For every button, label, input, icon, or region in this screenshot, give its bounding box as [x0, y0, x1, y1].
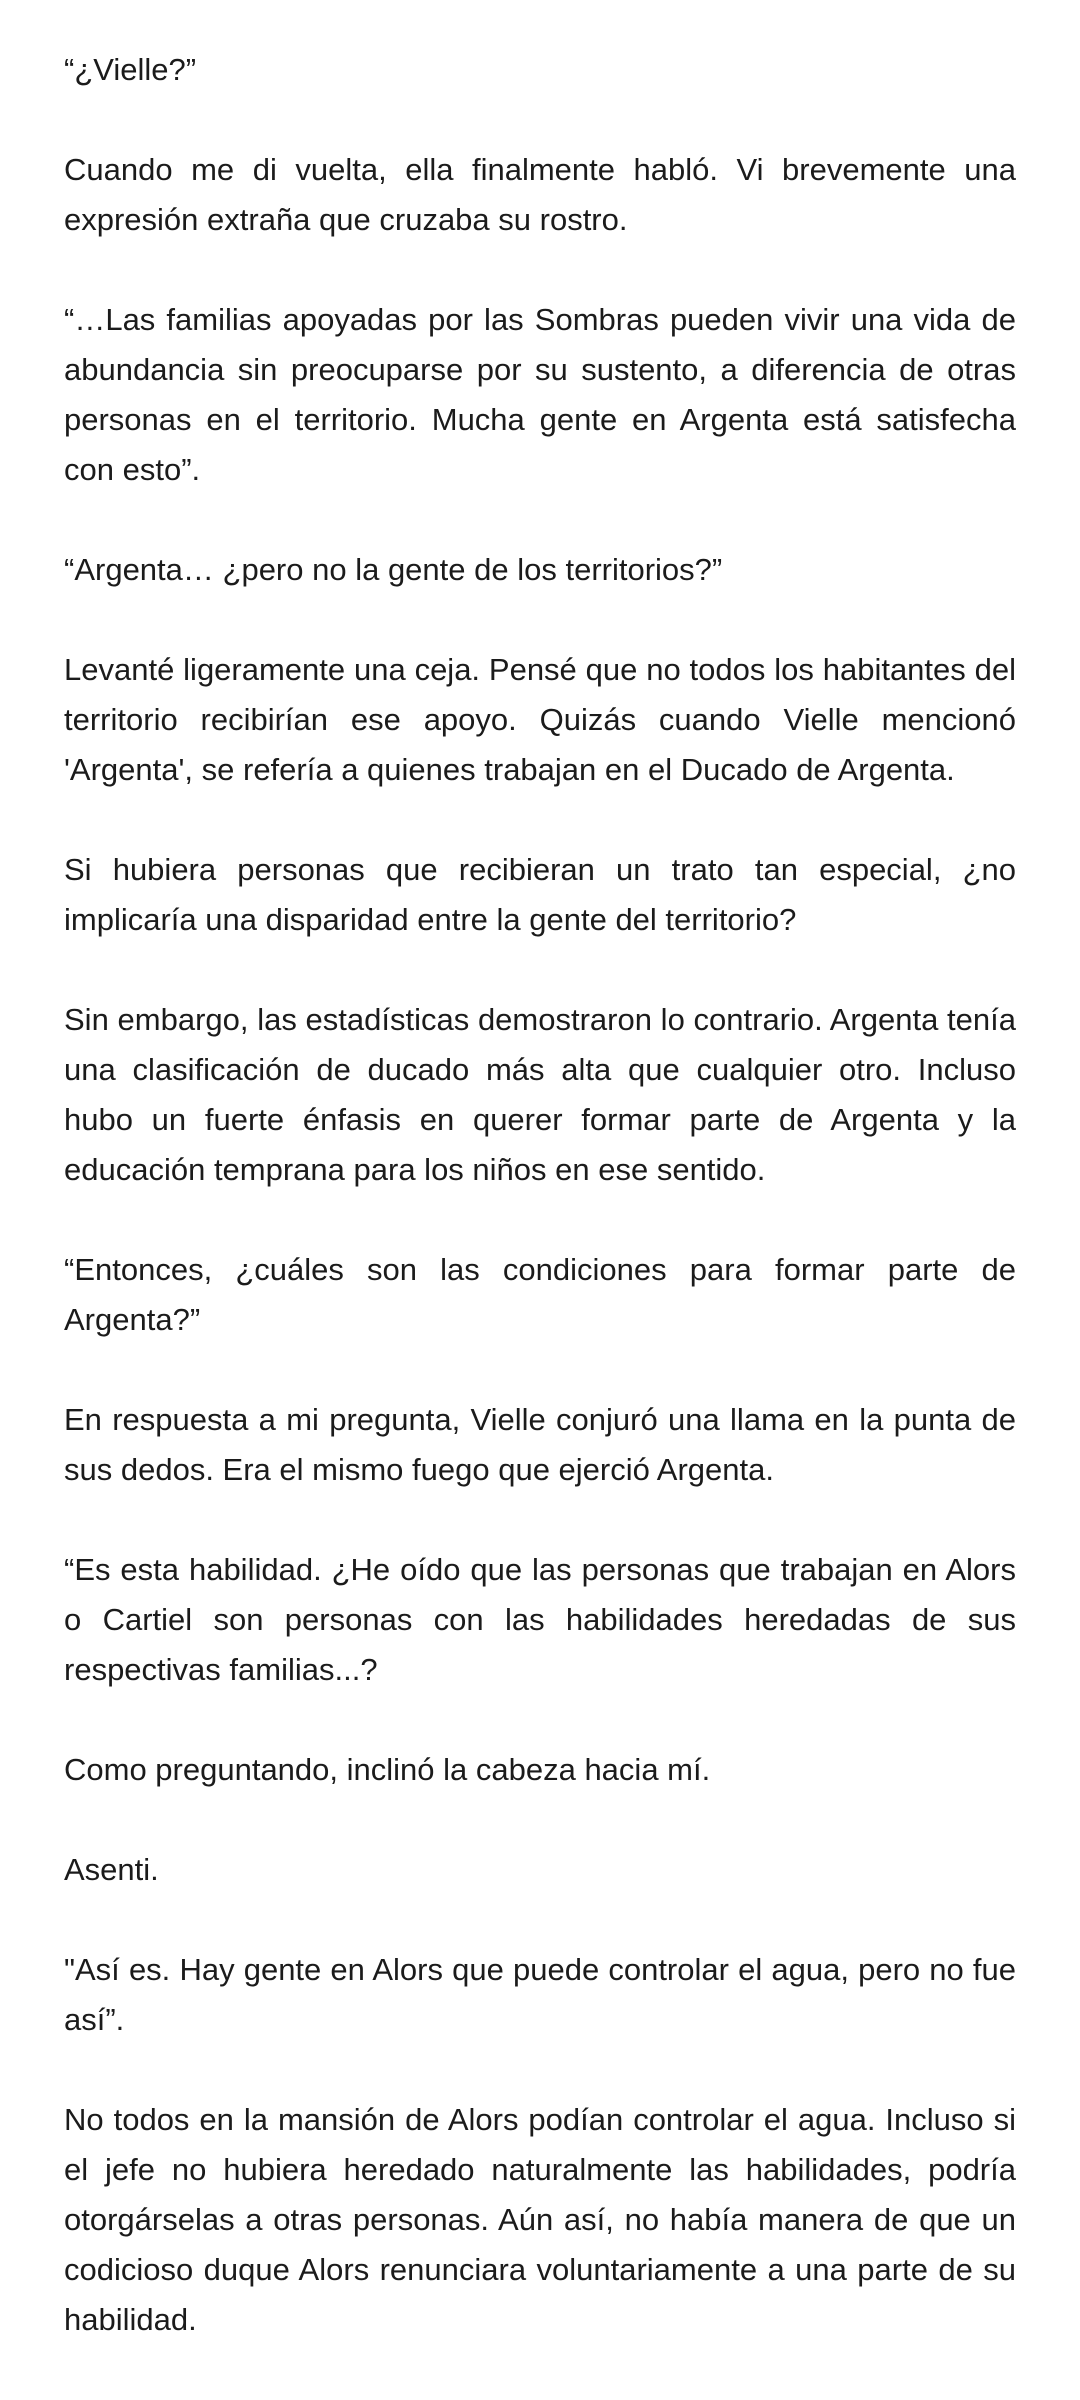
paragraph-13: "Así es. Hay gente en Alors que puede controlar el agua, pero no fue así”.: [64, 1952, 1016, 2037]
paragraph-2: Cuando me di vuelta, ella finalmente habló. Vi brevemente una expresión extraña que cruzaba su rostro.: [64, 152, 1016, 237]
paragraph-9: En respuesta a mi pregunta, Vielle conjuró una llama en la punta de sus dedos. Era el mismo fuego que ejerció Argenta.: [64, 1402, 1016, 1487]
paragraph-11: Como preguntando, inclinó la cabeza hacia mí.: [64, 1752, 711, 1787]
paragraph-7: Sin embargo, las estadísticas demostraron lo contrario. Argenta tenía una clasificación de ducado más alta que cualquier otro. Incluso hubo un fuerte énfasis en querer formar parte de Argenta y la educación temprana para los niños en ese sentido.: [64, 1002, 1016, 1187]
reading-content[interactable]: [64, 45, 1016, 2345]
paragraph-3: “…Las familias apoyadas por las Sombras pueden vivir una vida de abundancia sin preocuparse por su sustento, a diferencia de otras personas en el territorio. Mucha gente en Argenta está satisfecha con esto”.: [64, 302, 1016, 487]
paragraph-1: “¿Vielle?”: [64, 52, 197, 87]
paragraph-10: “Es esta habilidad. ¿He oído que las personas que trabajan en Alors o Cartiel son personas con las habilidades heredadas de sus respectivas familias...?: [64, 1552, 1016, 1687]
paragraph-6: Si hubiera personas que recibieran un trato tan especial, ¿no implicaría una disparidad entre la gente del territorio?: [64, 852, 1016, 937]
paragraph-14: No todos en la mansión de Alors podían controlar el agua. Incluso si el jefe no hubiera heredado naturalmente las habilidades, podría otorgárselas a otras personas. Aún así, no había manera de que un codicioso duque Alors renunciara voluntariamente a una parte de su habilidad.: [64, 2102, 1016, 2337]
paragraph-12: Asenti.: [64, 1852, 159, 1887]
paragraph-5: Levanté ligeramente una ceja. Pensé que no todos los habitantes del territorio recibirían ese apoyo. Quizás cuando Vielle mencionó 'Argenta', se refería a quienes trabajan en el Ducado de Argenta.: [64, 652, 1016, 787]
paragraph-4: “Argenta… ¿pero no la gente de los territorios?”: [64, 552, 723, 587]
paragraph-8: “Entonces, ¿cuáles son las condiciones para formar parte de Argenta?”: [64, 1252, 1016, 1337]
